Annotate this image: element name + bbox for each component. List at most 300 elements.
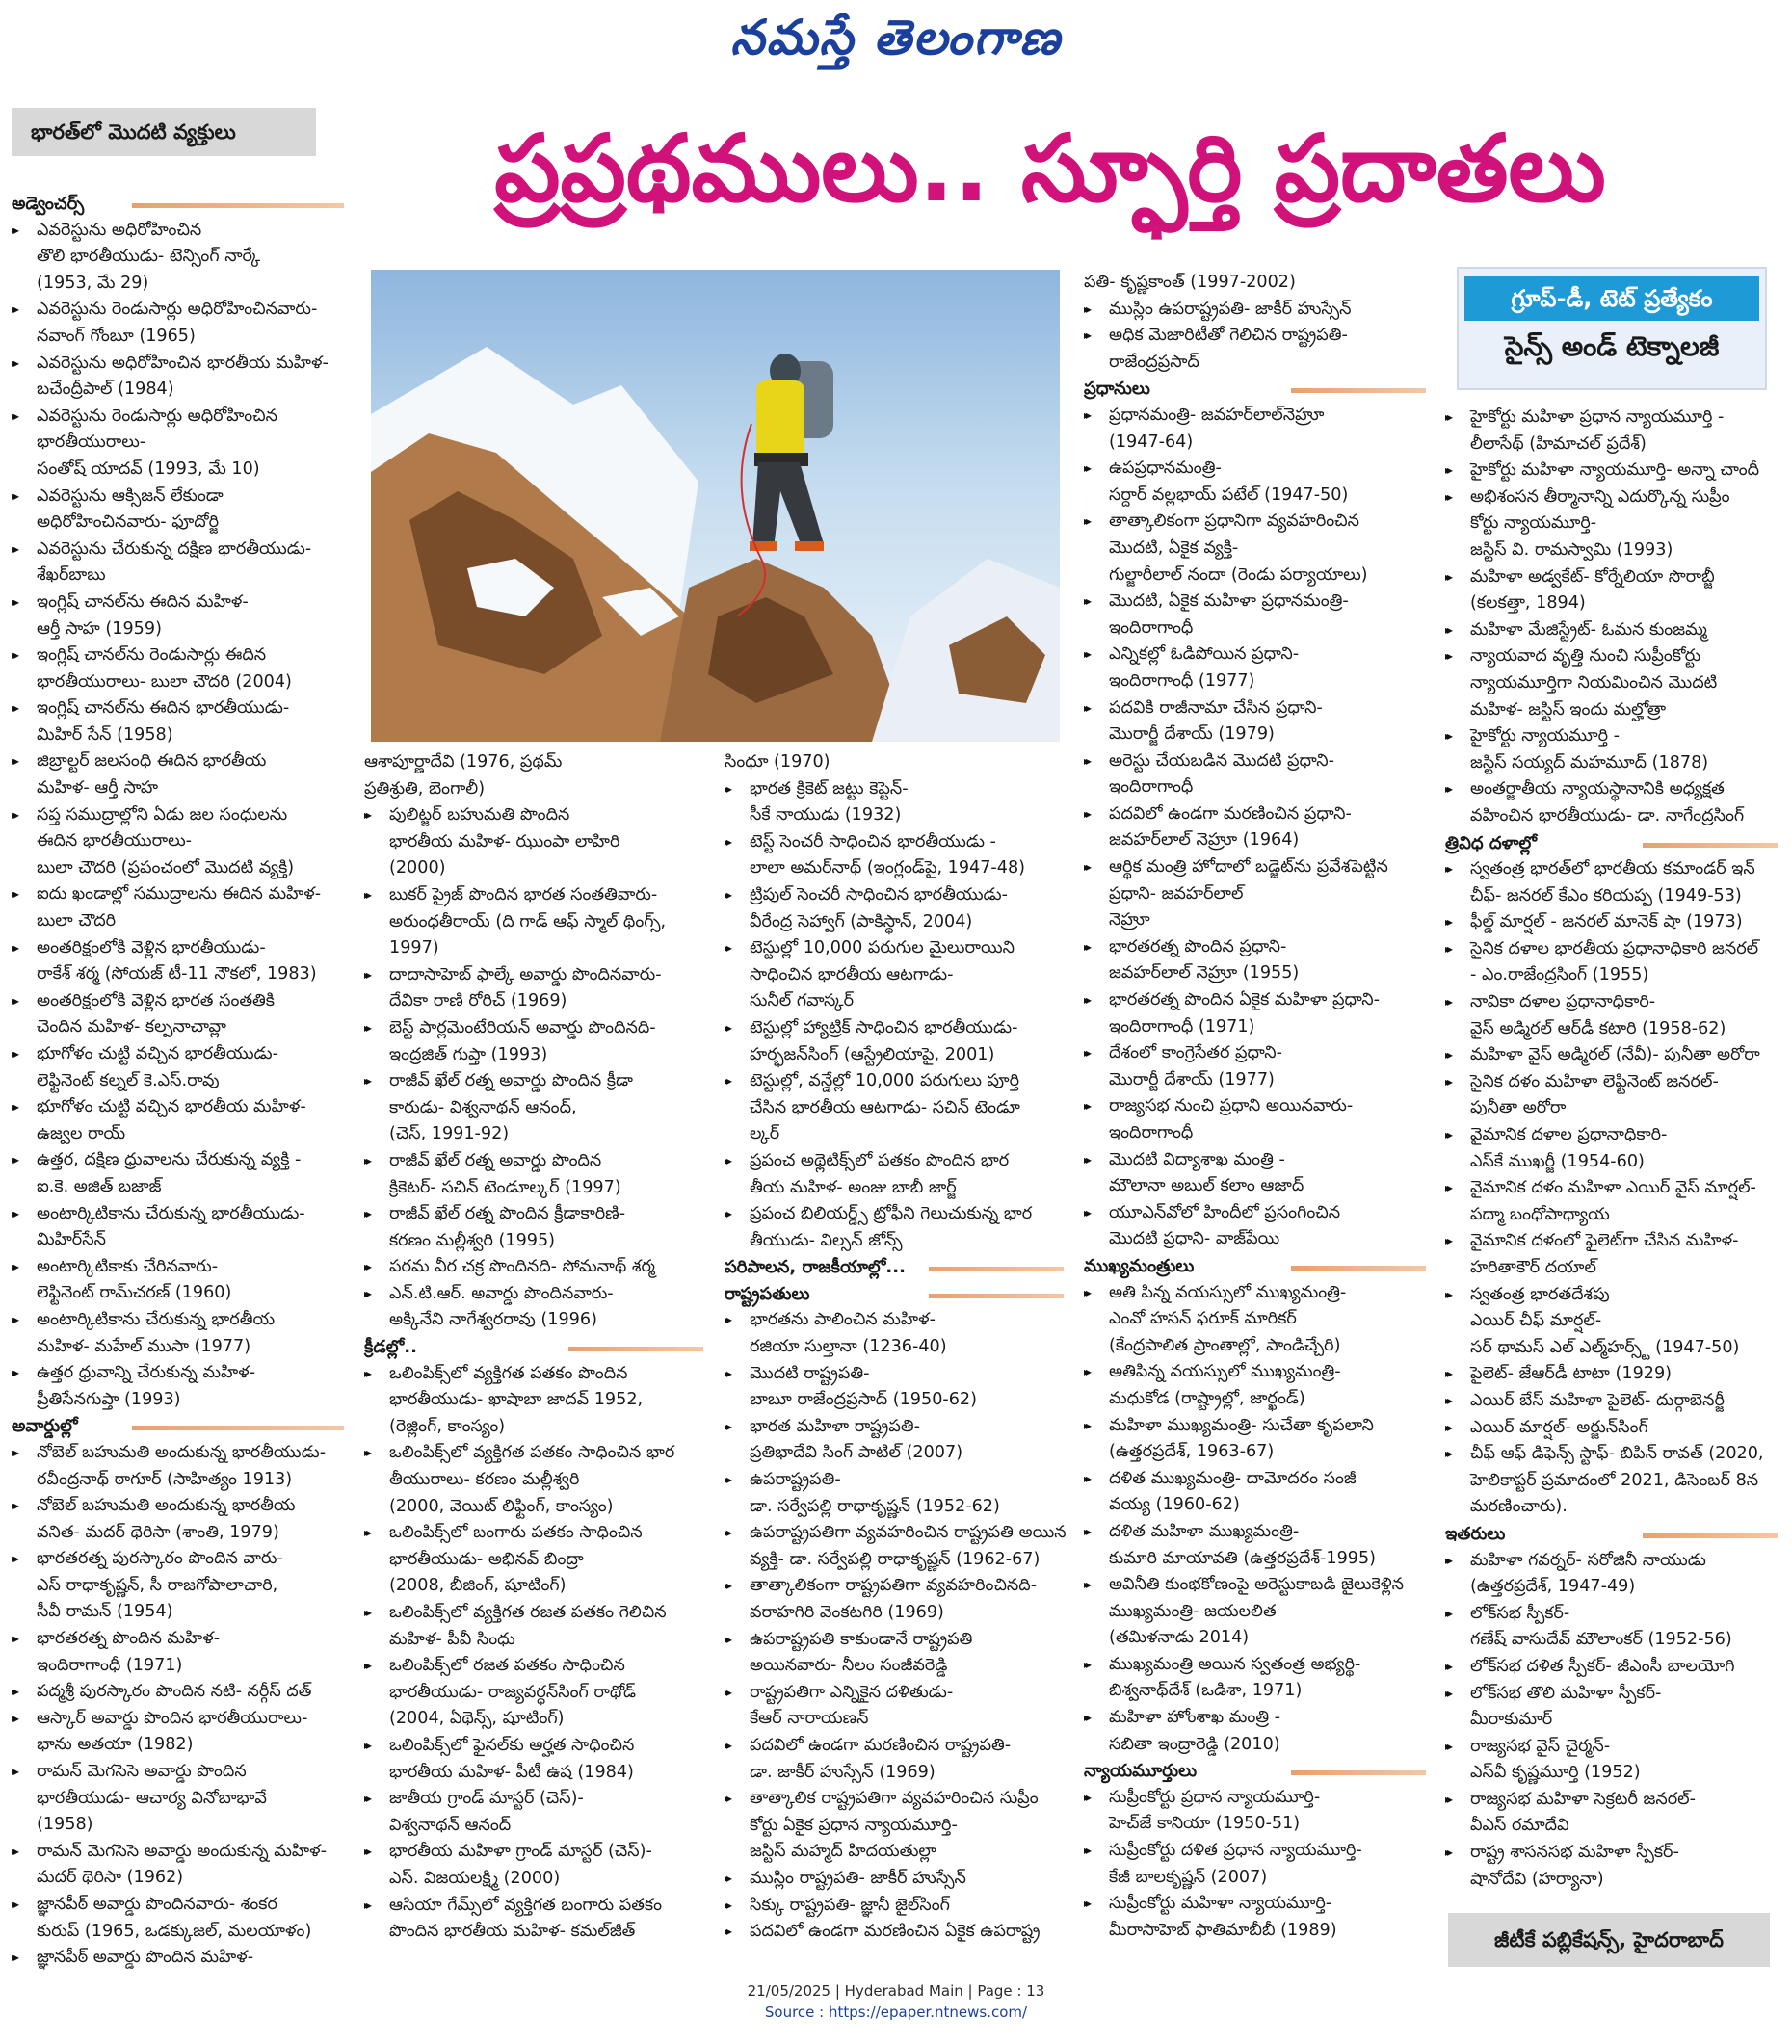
item-line: (2000, వెయిట్‌ లిఫ్టింగ్‌, కాంస్యం) [389,1496,614,1516]
section-tag: భారత్‌లో మొదటి వ్యక్తులు [12,108,316,156]
list-item [725,1361,1064,1414]
item-line: ▸▸ ఐదు ఖండాల్లో సముద్రాలను ఈదిన మహిళ- [37,884,322,904]
item-line: ▸▸ తాత్కాలికంగా ప్రధానిగా వ్యవహరించిన [1109,511,1360,532]
item-line: ▸▸ అంతరిక్షంలోకి వెళ్లిన భారత సంతతికి [37,990,275,1010]
list-item [12,1094,344,1147]
item-line: కోర్టు న్యాయమూర్తి- [1470,513,1597,534]
item-line: ప్రీతిసేనగుప్తా (1993) [37,1389,181,1409]
list-item [364,1786,703,1839]
continued-text [1084,270,1426,297]
item-line: ▸▸ ఎయిర్‌ మార్షల్‌- అర్జున్‌సింగ్‌ [1470,1417,1648,1437]
item-line: ఇందిరాగాంధీ (1977) [1109,670,1255,691]
mountaineer-photo [371,270,1060,742]
item-line: ▸▸ టెస్ట్‌ సెంచరీ సాధించిన భారతీయుడు - [750,831,996,852]
item-line: ప్రతిభాదేవి సింగ్‌ పాటిల్‌ (2007) [750,1443,963,1463]
item-line: ▸▸ రాజ్యసభ మహిళా సెక్రటరీ జనరల్‌- [1470,1789,1696,1809]
subject-label: సైన్స్‌ అండ్‌ టెక్నాలజీ [1504,330,1720,362]
list-item [12,218,344,298]
list-item [1445,1787,1778,1840]
list-item [12,1839,344,1892]
item-line: ▸▸ హైకోర్టు మహిళా ప్రధాన న్యాయమూర్తి - [1470,407,1725,427]
item-line: ▸▸ ప్రపంచ అథ్లెటిక్స్‌లో పతకం పొందిన భార [750,1150,1010,1170]
item-line: ▸▸ అతిపిన్న వయస్సులో ముఖ్యమంత్రి- [1109,1362,1341,1382]
item-line: ▸▸ అతి పిన్న వయస్సులో ముఖ్యమంత్రి- [1109,1282,1347,1302]
item-line: గుల్జారీలాల్‌ నందా (రెండు పర్యాయాలు) [1109,564,1368,585]
list-item [12,1679,344,1706]
list-item [725,1414,1064,1467]
item-line: సర్‌ థామస్‌ ఎల్‌ ఎల్మ్‌హర్స్ట్‌ (1947-50) [1470,1337,1740,1357]
item-line: కుమారి మాయావతి (ఉత్తరప్రదేశ్‌-1995) [1109,1548,1377,1568]
list-item [364,1068,703,1148]
column-4 [1084,270,1426,1944]
list-item [1084,987,1426,1040]
list-item [725,1893,1064,1920]
item-line: పద్మా బంధోపాధ్యాయ [1470,1204,1610,1224]
item-line: ▸▸ ఒలింపిక్స్‌లో బంగారు పతకం సాధించిన [389,1523,643,1543]
list-item [12,1254,344,1307]
item-line: భారతీయ మహిళ- ఝుంపా లాహిరి [389,831,620,852]
item-line: ▸▸ వైమానిక దళాల ప్రధానాధికారి- [1470,1125,1668,1145]
item-line: మొరార్జీ దేశాయ్‌ (1977) [1109,1069,1275,1089]
column-5 [1445,405,1778,1893]
item-line: తీయ మహిళ- అంజు బాబీ జార్జ్‌ [750,1177,957,1197]
item-line: రాకేశ్‌ శర్మ (సోయజ్‌ టీ-11 నౌకలో, 1983) [37,964,317,984]
item-line: షానోదేవి (హర్యానా) [1470,1869,1604,1889]
mountaineer-illustration [371,270,1060,742]
item-line: ▸▸ మహిళా వైస్‌ అడ్మిరల్‌ (నేవీ)- పునీతా అరోరా [1470,1045,1760,1065]
item-line: సీవీ రామన్‌ (1954) [37,1602,173,1622]
list-item [1084,854,1426,934]
item-line: ▸▸ భారతీయ మహిళా గ్రాండ్‌ మాస్టర్‌ (చెస్‌)- [389,1842,652,1862]
list-item [1445,1548,1778,1601]
list-item [12,1147,344,1200]
list-item [1084,1093,1426,1146]
item-line: ▸▸ ప్రపంచ బిలియర్డ్స్‌ ట్రోఫీని గెలుచుకున్న భార [750,1204,1033,1224]
item-line: ▸▸ రామన్‌ మెగసెసె అవార్డు అందుకున్న మహిళ- [37,1841,327,1861]
page-footer [0,1980,1792,2023]
list-item [12,1440,344,1493]
item-line: కేఆర్‌ నారాయణన్‌ [750,1709,869,1729]
item-line: వీరేంద్ర సెహ్వాగ్‌ (పాకిస్థాన్‌, 2004) [750,911,973,931]
item-line: ▸▸ దాదాసాహెబ్‌ ఫాల్కే అవార్డు పొందినవారు- [389,964,662,984]
list-item [364,1893,703,1946]
list-item [1084,1359,1426,1412]
item-line: మిహిర్‌సేన్‌ [37,1230,106,1250]
item-line: ▸▸ సప్త సముద్రాల్లోని ఏడు జల సంధులను [37,804,288,825]
item-line: ప్రధాని- జవహర్‌లాల్‌ [1109,883,1244,904]
item-line: కోర్టు ఏకైక ప్రధాన న్యాయమూర్తి- [750,1815,958,1835]
item-line: ▸▸ సైనిక దళాల భారతీయ ప్రధానాధికారి జనరల్‌ [1470,938,1759,958]
item-line: (1958) [37,1815,93,1835]
item-line: సునీల్‌ గవాస్కర్‌ [750,991,855,1011]
item-line: ▸▸ ఉత్తర, దక్షిణ ధ్రువాలను చేరుకున్న వ్యక్తి - [37,1150,302,1170]
item-line: ▸▸ ముస్లిం రాష్ట్రపతి- జాకీర్‌ హుస్సేన్‌ [750,1868,966,1888]
item-line: ▸▸ జిబ్రాల్టర్‌ జలసంధి ఈదిన భారతీయ [37,751,267,772]
footer-source-line: Source : https://epaper.ntnews.com/ [764,2004,1028,2021]
item-line: ▸▸ వైమానిక దళం మహిళా ఎయిర్‌ వైస్‌ మార్షల్‌- [1470,1178,1756,1198]
item-line: ▸▸ ఉత్తర ధ్రువాన్ని చేరుకున్న మహిళ- [37,1363,256,1383]
group-d-tet-label: గ్రూప్‌-డీ, టెట్‌ ప్రత్యేకం [1464,276,1759,321]
item-line: ఎస్‌ రాధాకృష్ణన్‌, సీ రాజగోపాలాచారి, [37,1575,278,1595]
list-item [725,1148,1064,1201]
list-item [725,1068,1064,1148]
item-line: ఇందిరాగాంధీ (1971) [1109,1016,1255,1036]
list-item [364,1201,703,1254]
list-item [1445,1840,1778,1893]
list-item [364,1520,703,1600]
list-item [1445,1069,1778,1122]
item-line: ఎయిర్‌ చీఫ్‌ మార్షల్‌- [1470,1311,1602,1331]
item-line: ▸▸ సుప్రీంకోర్టు ప్రధాన న్యాయమూర్తి- [1109,1787,1321,1807]
list-item [1445,776,1778,829]
item-line: ▸▸ లోక్‌సభ తొలి మహిళా స్పీకర్‌- [1470,1683,1662,1703]
item-line: డా. సర్వేపల్లి రాధాకృష్ణన్‌ (1952-62) [750,1496,1000,1516]
item-line: ▸▸ బుకర్‌ ప్రైజ్‌ పొందిన భారత సంతతివారు- [389,884,658,904]
item-line: హెలికాప్టర్‌ ప్రమాదంలో 2021, డిసెంబర్‌ 8న [1470,1470,1759,1490]
list-item [364,802,703,882]
item-line: విశ్వనాథన్‌ ఆనంద్‌ [389,1815,512,1835]
list-item [1084,748,1426,801]
item-line: అరుంధతీరాయ్‌ (ది గాడ్‌ ఆఫ్‌ స్మాల్‌ థింగ్స్‌, [389,911,667,931]
item-line: రాజేంద్రప్రసాద్‌ [1109,352,1199,372]
item-line: ▸▸ బెస్ట్‌ పార్లమెంటేరియన్‌ అవార్డు పొందినది- [389,1017,656,1037]
item-line: ▸▸ టెస్టుల్లో, వన్డేల్లో 10,000 పరుగులు పూర్తి [750,1071,1020,1091]
item-line: తీయురాలు- కరణం మల్లీశ్వరి [389,1470,580,1490]
item-line: ▸▸ పదవికి రాజీనామా చేసిన ప్రధాని- [1109,697,1323,718]
item-line: ఆర్తీ సాహ (1959) [37,618,162,639]
item-line: ▸▸ జ్ఞానపీఠ్‌ అవార్డు పొందినవారు- శంకర [37,1895,277,1914]
item-line: (ఉత్తరప్రదేశ్‌, 1963-67) [1109,1442,1275,1462]
item-line: హెచ్‌జే కానియా (1950-51) [1109,1814,1301,1834]
item-line: సాధించిన భారతీయ ఆటగాడు- [750,964,954,984]
item-line: భారతీయుడు- ఖాషాబా జాదవ్‌ 1952, [389,1390,644,1410]
list-item [364,1361,703,1441]
item-line: (చెస్‌, 1991-92) [389,1124,510,1144]
section-heading: ముఖ్యమంత్రులు [1084,1253,1426,1280]
item-line: ▸▸ దళిత మహిళా ముఖ్యమంత్రి- [1109,1521,1300,1541]
item-line: ▸▸ మొదటి, ఏకైక మహిళా ప్రధానమంత్రి- [1109,591,1349,612]
item-line: ▸▸ మొదటి విద్యాశాఖ మంత్రి - [1109,1149,1285,1169]
item-line: ▸▸ ఎవరెస్టును అధిరోహించిన [37,220,202,240]
list-item [725,1866,1064,1893]
list-item [12,351,344,404]
list-item [1084,509,1426,589]
list-item [12,1041,344,1094]
item-line: తీయుడు- విల్సన్‌ జోన్స్‌ [750,1230,903,1250]
list-item [1445,405,1778,458]
item-line: సింధూ (1970) [725,752,830,772]
list-item [12,642,344,695]
item-line: ఎస్‌వీ కృష్ణమూర్తి (1952) [1470,1763,1641,1783]
item-line: మదర్‌ థెరిసా (1962) [37,1868,184,1888]
list-item [1445,1042,1778,1069]
item-line: గణేష్‌ వాసుదేవ్‌ మౌలాంకర్‌ (1952-56) [1470,1630,1732,1650]
item-line: ఆశాపూర్ణాదేవి (1976, ప్రథమ్‌ [364,752,563,772]
list-item [725,829,1064,882]
list-item [12,1360,344,1413]
item-line: ▸▸ భూగోళం చుట్టి వచ్చిన భారతీయ మహిళ- [37,1097,306,1117]
item-line: అధిరోహించినవారు- ఫూదోర్జి [37,512,220,533]
item-line: బులా చౌదరి (ప్రపంచంలో మొదటి వ్యక్తి) [37,857,295,878]
item-line: ▸▸ సైనిక దళం మహిళా లెఫ్టినెంట్‌ జనరల్‌- [1470,1071,1719,1091]
continued-text [364,749,703,802]
item-line: లీలాసేథ్‌ (హిమాచల్‌ ప్రదేశ్‌) [1470,433,1647,454]
item-line: ▸▸ మహిళా ముఖ్యమంత్రి- సుచేతా కృపలాని [1109,1415,1374,1435]
item-line: ▸▸ రాజీవ్‌ ఖేల్‌ రత్న పొందిన క్రీడాకారిణి- [389,1204,626,1224]
item-line: ▸▸ హైకోర్టు న్యాయమూర్తి - [1470,726,1621,747]
list-item [12,695,344,748]
list-item [12,1892,344,1945]
list-item [725,1627,1064,1680]
item-line: ▸▸ పులిట్జర్‌ బహుమతి పొందిన [389,805,570,825]
item-line: ▸▸ నోబెల్‌ బహుమతి అందుకున్న భారతీయ [37,1496,296,1516]
item-line: ▸▸ ఎవరెస్టును అధిరోహించిన భారతీయ మహిళ- [37,353,329,373]
column-3 [725,749,1067,1946]
item-line: ▸▸ భారతరత్న పొందిన ప్రధాని- [1109,936,1287,956]
list-item [725,1307,1064,1360]
item-line: ఇందిరాగాంధీ [1109,777,1194,798]
list-item [1084,1040,1426,1093]
list-item [12,1626,344,1679]
item-line: కారుడు- విశ్వనాథన్‌ ఆనంద్‌, [389,1097,577,1117]
item-line: నవాంగ్‌ గోంబూ (1965) [37,326,196,346]
item-line: ▸▸ ముస్లిం ఉపరాష్ట్రపతి- జాకీర్‌ హుస్సేన్‌ [1109,299,1352,319]
item-line: జస్టిస్‌ సయ్యద్‌ మహమూద్‌ (1878) [1470,752,1709,773]
item-line: ▸▸ జాతీయ గ్రాండ్‌ మాస్టర్‌ (చెస్‌)- [389,1789,584,1809]
list-item [12,881,344,934]
item-line: శేఖర్‌బాబు [37,565,106,586]
item-line: హర్భజన్‌సింగ్‌ (ఆస్ట్రేలియాపై, 2001) [750,1044,995,1064]
list-item [12,1945,344,1972]
item-line: కురుప్‌ (1965, ఒడక్కుజల్‌, మలయాళం) [37,1921,312,1941]
item-line: ▸▸ అవినీతి కుంభకోణంపై అరెస్టుకాబడి జైలుకెళ్లిన [1109,1575,1404,1595]
section-heading: ఇతరులు [1445,1521,1778,1548]
item-line: ఉజ్వల రాయ్‌ [37,1123,126,1143]
list-item [725,1573,1064,1626]
item-line: ▸▸ రాజ్యసభ వైస్‌ చైర్మన్‌- [1470,1736,1611,1756]
item-line: ▸▸ ఒలింపిక్స్‌లో వ్యక్తిగత పతకం సాధించిన భార [389,1443,675,1463]
section-heading: పరిపాలన, రాజకీయాల్లో... [725,1254,1064,1281]
continued-text [725,749,1064,776]
item-line: ▸▸ ఒలింపిక్స్‌లో వ్యక్తిగత రజత పతకం గెలిచిన [389,1603,667,1622]
item-line: ▸▸ ఉపప్రధానమంత్రి- [1109,459,1222,479]
item-line: ప్రతిశ్రుతి, బెంగాలీ) [364,778,486,799]
column-2 [364,749,703,1946]
item-line: 1997) [389,938,439,958]
list-item [12,484,344,537]
item-line: ఇంద్రజిత్‌ గుప్తా (1993) [389,1044,548,1064]
list-item [12,1201,344,1254]
item-line: (కలకత్తా, 1894) [1470,593,1586,614]
item-line: ల్కర్‌ [750,1124,780,1144]
item-line: ▸▸ మహిళా గవర్నర్‌- సరోజినీ నాయుడు [1470,1550,1706,1570]
item-line: జస్టిస్‌ మహ్మద్‌ హిదయతుల్లా [750,1842,936,1862]
item-line: ఎంవో హసన్‌ ఫరూక్‌ మారికర్‌ [1109,1309,1297,1329]
item-line: ఈదిన భారతీయురాలు- [37,831,193,852]
item-line: చెందిన మహిళ- కల్పనాచావ్లా [37,1017,226,1037]
list-item [1084,589,1426,642]
item-line: జస్టిస్‌ వి. రామస్వామి (1993) [1470,539,1673,560]
item-line: ▸▸ అంటార్కిటికాను చేరుకున్న భారతీయ [37,1309,276,1329]
item-line: ▸▸ దేశంలో కాంగ్రెసేతర ప్రధాని- [1109,1043,1282,1063]
publisher-box: జీటీకే పబ్లికేషన్స్‌, హైదరాబాద్‌ [1448,1913,1770,1967]
item-line: వయ్య (1960-62) [1109,1495,1240,1515]
item-line: ▸▸ భూగోళం చుట్టి వచ్చిన భారతీయుడు- [37,1044,278,1063]
item-line: మధుకోడ (రాష్ట్రాల్లో, జార్ఖండ్‌) [1109,1388,1305,1408]
item-line: ▸▸ ఇంగ్లిష్‌ చానల్‌ను ఈదిన భారతీయుడు- [37,698,290,719]
section-heading: రాష్ట్రపతులు [725,1281,1064,1308]
item-line: (2004, ఏథెన్స్‌, షూటింగ్‌) [389,1709,565,1729]
item-line: ▸▸ ఎవరెస్టును ఆక్సిజన్‌ లేకుండా [37,485,224,506]
list-item [1445,1681,1778,1734]
item-line: ▸▸ పదవిలో ఉండగా మరణించిన ఏకైక ఉపరాష్ట్ర [750,1922,1041,1942]
item-line: ▸▸ లోక్‌సభ దళిత స్పీకర్‌- జీఎంసీ బాలయోగి [1470,1656,1735,1676]
item-line: ▸▸ భారతరత్న పొందిన మహిళ- [37,1629,221,1649]
item-line: మొరార్జీ దేశాయ్‌ (1979) [1109,724,1275,745]
footer-date-line: 21/05/2025 | Hyderabad Main | Page : 13 [747,1982,1045,2000]
item-line: కరణం మల్లీశ్వరి (1995) [389,1230,556,1250]
list-item [1445,1282,1778,1362]
list-item [1084,297,1426,324]
item-line: ▸▸ ఇంగ్లిష్‌ చానల్‌ను రెండుసార్లు ఈదిన [37,645,267,666]
page-headline: ప్రప్రథములు.. స్ఫూర్తి ప్రదాతలు [494,115,1606,223]
item-line: ▸▸ ఫీల్డ్‌ మార్షల్‌ - జనరల్‌ మానెక్‌ షా (1973) [1470,912,1743,932]
item-line: (1947-64) [1109,432,1194,452]
item-line: ▸▸ ఎన్నికల్లో ఓడిపోయిన ప్రధాని- [1109,644,1300,665]
item-line: బాబూ రాజేంద్రప్రసాద్‌ (1950-62) [750,1390,977,1410]
item-line: ఐ.కె. అజిత్‌ బజాజ్‌ [37,1176,162,1196]
item-line: ▸▸ రాజీవ్‌ ఖేల్‌ రత్న అవార్డు పొందిన క్రీడా [389,1071,633,1091]
item-line: డా. జాకీర్‌ హుస్సేన్‌ (1969) [750,1762,936,1782]
item-line: ▸▸ వైమానిక దళంలో ఫైలెట్‌గా చేసిన మహిళ- [1470,1231,1739,1251]
list-item [1445,458,1778,485]
item-line: ▸▸ రామన్‌ మెగసెసె అవార్డు పొందిన [37,1762,247,1782]
item-line: ▸▸ రాజ్యసభ నుంచి ప్రధాని అయినవారు- [1109,1096,1354,1116]
list-item [12,404,344,484]
list-item [1084,801,1426,854]
item-line: ▸▸ భారతను పాలించిన మహిళ- [750,1310,936,1330]
list-item [1084,1519,1426,1572]
list-item [12,802,344,882]
item-line: రజియా సుల్తానా (1236-40) [750,1337,947,1357]
item-line: లెఫ్టినెంట్‌ కల్నల్‌ కె.ఎస్‌.రావు [37,1070,220,1090]
list-item [1084,1200,1426,1253]
item-line: ఇందిరాగాంధీ [1109,1123,1194,1142]
item-line: మొదటి, ఏకైక వ్యక్తి- [1109,537,1239,558]
item-line: వహించిన భారతీయుడు- డా. నాగేంద్రసింగ్‌ [1470,805,1745,825]
item-line: బచేంద్రీపాల్‌ (1984) [37,380,174,400]
list-item [1084,1147,1426,1200]
item-line: ▸▸ సుప్రీంకోర్టు మహిళా న్యాయమూర్తి- [1109,1894,1332,1914]
item-line: ▸▸ యూఎన్‌వోలో హిందీలో ప్రసంగించిన [1109,1202,1341,1222]
list-item [12,988,344,1041]
item-line: సంతోష్‌ యాదవ్‌ (1993, మే 10) [37,459,260,479]
item-line: పతి- కృష్ణకాంత్‌ (1997-2002) [1084,273,1296,292]
list-item [1084,695,1426,748]
item-line: అక్కినేని నాగేశ్వరరావు (1996) [389,1310,597,1330]
list-item [1084,1413,1426,1466]
item-line: ముఖ్యమంత్రి- జయలలిత [1109,1601,1277,1621]
item-line: ▸▸ పదవిలో ఉండగా మరణించిన రాష్ట్రపతి- [750,1735,1012,1755]
item-line: చేసిన భారతీయ ఆటగాడు- సచిన్‌ టెండూ [750,1097,1020,1117]
list-item [12,1759,344,1839]
item-line: పునీతా అరోరా [1470,1098,1567,1118]
item-line: ▸▸ అంటార్కిటికాను చేరుకున్న భారతీయుడు- [37,1203,305,1223]
item-line: ▸▸ నోబెల్‌ బహుమతి అందుకున్న భారతీయుడు- [37,1442,327,1462]
item-line: కేజీ బాలకృష్ణన్‌ (2007) [1109,1867,1268,1887]
list-item [725,776,1064,829]
item-line: ▸▸ సిక్కు రాష్ట్రపతి- జ్ఞానీ జైల్‌సింగ్‌ [750,1895,950,1915]
item-line: భారతీయురాలు- బులా చౌదరి (2004) [37,671,292,692]
item-line: ▸▸ లోక్‌సభ స్పీకర్‌- [1470,1603,1570,1623]
item-line: వనిత- మదర్‌ థెరిసా (శాంతి, 1979) [37,1522,279,1542]
list-item [1084,642,1426,694]
item-line: మహిళ- పీవీ సింధు [389,1629,515,1649]
list-item [725,1786,1064,1866]
list-item [1084,1280,1426,1360]
item-line: మొదటి ప్రధాని- వాజ్‌పేయి [1109,1229,1280,1249]
list-item [1084,1705,1426,1758]
item-line: లెఫ్టినెంట్‌ రామ్‌చరణ్‌ (1960) [37,1283,232,1303]
item-line: ▸▸ అంటార్కిటికాకు చేరినవారు- [37,1256,219,1276]
section-heading: త్రివిధ దళాల్లో [1445,830,1778,857]
item-line: ▸▸ పరమ వీర చక్ర పొందినది- సోమనాథ్‌ శర్మ [389,1257,655,1277]
item-line: ▸▸ అధిక మెజారిటీతో గెలిచిన రాష్ట్రపతి- [1109,326,1348,346]
item-line: సబితా ఇంద్రారెడ్డి (2010) [1109,1734,1280,1754]
item-line: మౌలానా అబుల్‌ కలాం ఆజాద్‌ [1109,1176,1304,1196]
item-line: మిహిర్‌ సేన్‌ (1958) [37,724,173,745]
list-item [1445,1122,1778,1175]
item-line: ▸▸ భారత క్రికెట్‌ జట్టు కెప్టెన్‌- [750,778,909,799]
list-item [364,882,703,962]
item-line: భారతీయ మహిళ- పీటీ ఉష (1984) [389,1762,634,1782]
item-line: ▸▸ భారత మహిళా రాష్ట్రపతి- [750,1416,920,1436]
item-line: జవహర్‌లాల్‌ నెహ్రూ (1964) [1109,830,1300,851]
item-line: చీఫ్‌- జనరల్‌ కేఎం కరియప్ప (1949-53) [1470,885,1742,905]
item-line: ▸▸ అరెస్టు చేయబడిన మొదటి ప్రధాని- [1109,750,1334,771]
item-line: మీరాకుమార్‌ [1470,1710,1553,1730]
item-line: పొందిన భారతీయ మహిళ- కమల్‌జీత్‌ [389,1922,636,1942]
item-line: మహిళ- జస్టిస్‌ ఇందు మల్హోత్రా [1470,699,1667,720]
item-line: జవహర్‌లాల్‌ నెహ్రూ (1955) [1109,963,1300,983]
list-item [12,935,344,988]
item-line: ▸▸ చీఫ్‌ ఆఫ్‌ డిఫెన్స్‌ స్టాఫ్‌- బిపిన్‌ రావత్‌ (2020, [1470,1444,1764,1464]
item-line: వరాహగిరి వెంకటగిరి (1969) [750,1603,944,1622]
list-item [364,1281,703,1334]
item-line: మహిళ- మహేల్‌ ముసా (1977) [37,1336,251,1356]
item-line: ▸▸ ఎవరెస్టును చేరుకున్న దక్షిణ భారతీయుడు- [37,538,312,559]
item-line: (తమిళనాడు 2014) [1109,1628,1250,1648]
list-item [1445,1654,1778,1681]
item-line: ▸▸ ఎన్‌.టి.ఆర్‌. అవార్డు పొందినవారు- [389,1283,614,1303]
list-item [12,1493,344,1546]
item-line: ▸▸ మహిళా హోంశాఖ మంత్రి - [1109,1708,1281,1728]
item-line: ▸▸ ఇంగ్లిష్‌ చానల్‌ను ఈదిన మహిళ- [37,591,249,612]
item-line: ▸▸ మొదటి రాష్ట్రపతి- [750,1363,870,1383]
list-item [1445,1415,1778,1442]
section-heading: క్రీడల్లో.. [364,1334,703,1361]
item-line: ▸▸ స్వతంత్ర భారత్‌లో భారతీయ కమాండర్‌ ఇన్‌ [1470,859,1755,879]
item-line: భారతీయుడు- ఆచార్య వినోబాభావే [37,1788,267,1808]
item-line: ▸▸ సుప్రీంకోర్టు దళిత ప్రధాన న్యాయమూర్తి- [1109,1841,1362,1861]
list-item [1084,1785,1426,1838]
list-item [1445,1361,1778,1388]
list-item [1445,936,1778,989]
item-line: ఎస్‌. విజయలక్ష్మి (2000) [389,1868,561,1888]
item-line: తొలి భారతీయుడు- టెన్సింగ్‌ నార్కే [37,247,261,267]
item-line: వ్యక్తి- డా. సర్వేపల్లి రాధాకృష్ణన్‌ (1962-67) [750,1549,1041,1569]
item-line: నెహ్రూ [1109,910,1150,930]
